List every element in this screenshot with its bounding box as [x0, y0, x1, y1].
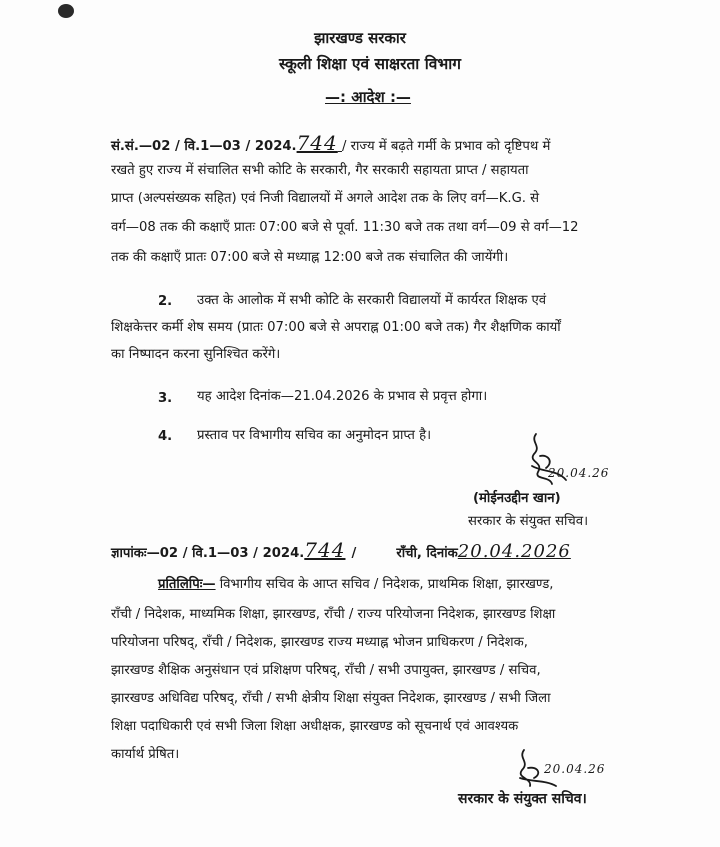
copy-line5: झारखण्ड अधिविद्य परिषद्, राँची / सभी क्षेत्रीय शिक्षा संयुक्त निदेशक, झारखण्ड / सभी जिला — [111, 691, 551, 706]
para1-line5: तक की कक्षाएँ प्रातः 07:00 बजे से मध्याह्न 12:00 बजे तक संचालित की जायेंगी। — [111, 250, 509, 265]
signature-date: 20.04.26 — [548, 466, 610, 480]
signatory-2-designation: सरकार के संयुक्त सचिव। — [458, 791, 587, 807]
para1-line3: प्राप्त (अल्पसंख्यक सहित) एवं निजी विद्यालयों में अगले आदेश तक के लिए वर्ग—K.G. से — [111, 191, 540, 206]
copy-line4: झारखण्ड शैक्षिक अनुसंधान एवं प्रशिक्षण परिषद्, राँची / सभी उपायुक्त, झारखण्ड / सचिव, — [111, 663, 541, 678]
punch-hole-mark — [58, 4, 74, 18]
copy-line6: शिक्षा पदाधिकारी एवं सभी जिला शिक्षा अधीक्षक, झारखण्ड को सूचनार्थ एवं आवश्यक — [111, 719, 519, 734]
para4-text: प्रस्ताव पर विभागीय सचिव का अनुमोदन प्राप्त है। — [197, 428, 432, 443]
copy-line1 — [158, 576, 553, 594]
handwritten-memo-date: 20.04.2026 — [457, 541, 571, 562]
signature-2-date: 20.04.26 — [544, 762, 606, 776]
para1-line1-text: / राज्य में बढ़ते गर्मी के प्रभाव को दृष्टिपथ में — [341, 139, 551, 154]
memo-line — [111, 538, 571, 563]
copy-line1-text: विभागीय सचिव के आप्त सचिव / निदेशक, प्राथमिक शिक्षा, झारखण्ड, — [219, 577, 554, 592]
copy-line2: राँची / निदेशक, माध्यमिक शिक्षा, झारखण्ड, राँची / राज्य परियोजना निदेशक, झारखण्ड शिक्षा — [111, 607, 556, 622]
memo-slash: / — [351, 546, 357, 561]
signature-scribble — [522, 432, 592, 490]
signatory-designation: सरकार के संयुक्त सचिव। — [468, 514, 589, 529]
copy-label: प्रतिलिपिः— — [158, 577, 216, 592]
handwritten-order-number: 744 — [296, 131, 338, 155]
signatory-name: (मोईनउद्दीन खान) — [473, 491, 561, 506]
government-heading: झारखण्ड सरकार — [314, 29, 406, 47]
para1-line2: रखते हुए राज्य में संचालित सभी कोटि के सरकारी, गैर सरकारी सहायता प्राप्त / सहायता — [111, 163, 529, 178]
para2-line1: उक्त के आलोक में सभी कोटि के सरकारी विद्यालयों में कार्यरत शिक्षक एवं — [197, 293, 547, 308]
copy-line7: कार्यार्थ प्रेषित। — [111, 747, 180, 762]
para1-line1 — [111, 131, 551, 156]
copy-line3: परियोजना परिषद्, राँची / निदेशक, झारखण्ड राज्य मध्याह्न भोजन प्राधिकरण / निदेशक, — [111, 635, 528, 650]
order-title: —: आदेश :— — [325, 88, 411, 106]
para4-number: 4. — [158, 429, 173, 444]
order-reference: सं.सं.—02 / वि.1—03 / 2024. — [111, 139, 297, 154]
place-date-label: राँची, दिनांक — [396, 546, 458, 561]
para2-number: 2. — [158, 294, 173, 309]
para2-line2: शिक्षकेत्तर कर्मी शेष समय (प्रातः 07:00 बजे से अपराह्न 01:00 बजे तक) गैर शैक्षणिक कार्यों — [111, 320, 561, 335]
para3-text: यह आदेश दिनांक—21.04.2026 के प्रभाव से प्रवृत्त होगा। — [197, 389, 488, 404]
para1-line4: वर्ग—08 तक की कक्षाएँ प्रातः 07:00 बजे से पूर्वा. 11:30 बजे तक तथा वर्ग—09 से वर्ग—12 — [111, 220, 579, 235]
para3-number: 3. — [158, 391, 173, 406]
handwritten-memo-number: 744 — [304, 538, 346, 562]
para2-line3: का निष्पादन करना सुनिश्चित करेंगे। — [111, 347, 281, 362]
department-heading: स्कूली शिक्षा एवं साक्षरता विभाग — [279, 55, 461, 73]
memo-reference: ज्ञापांकः—02 / वि.1—03 / 2024. — [111, 546, 305, 561]
